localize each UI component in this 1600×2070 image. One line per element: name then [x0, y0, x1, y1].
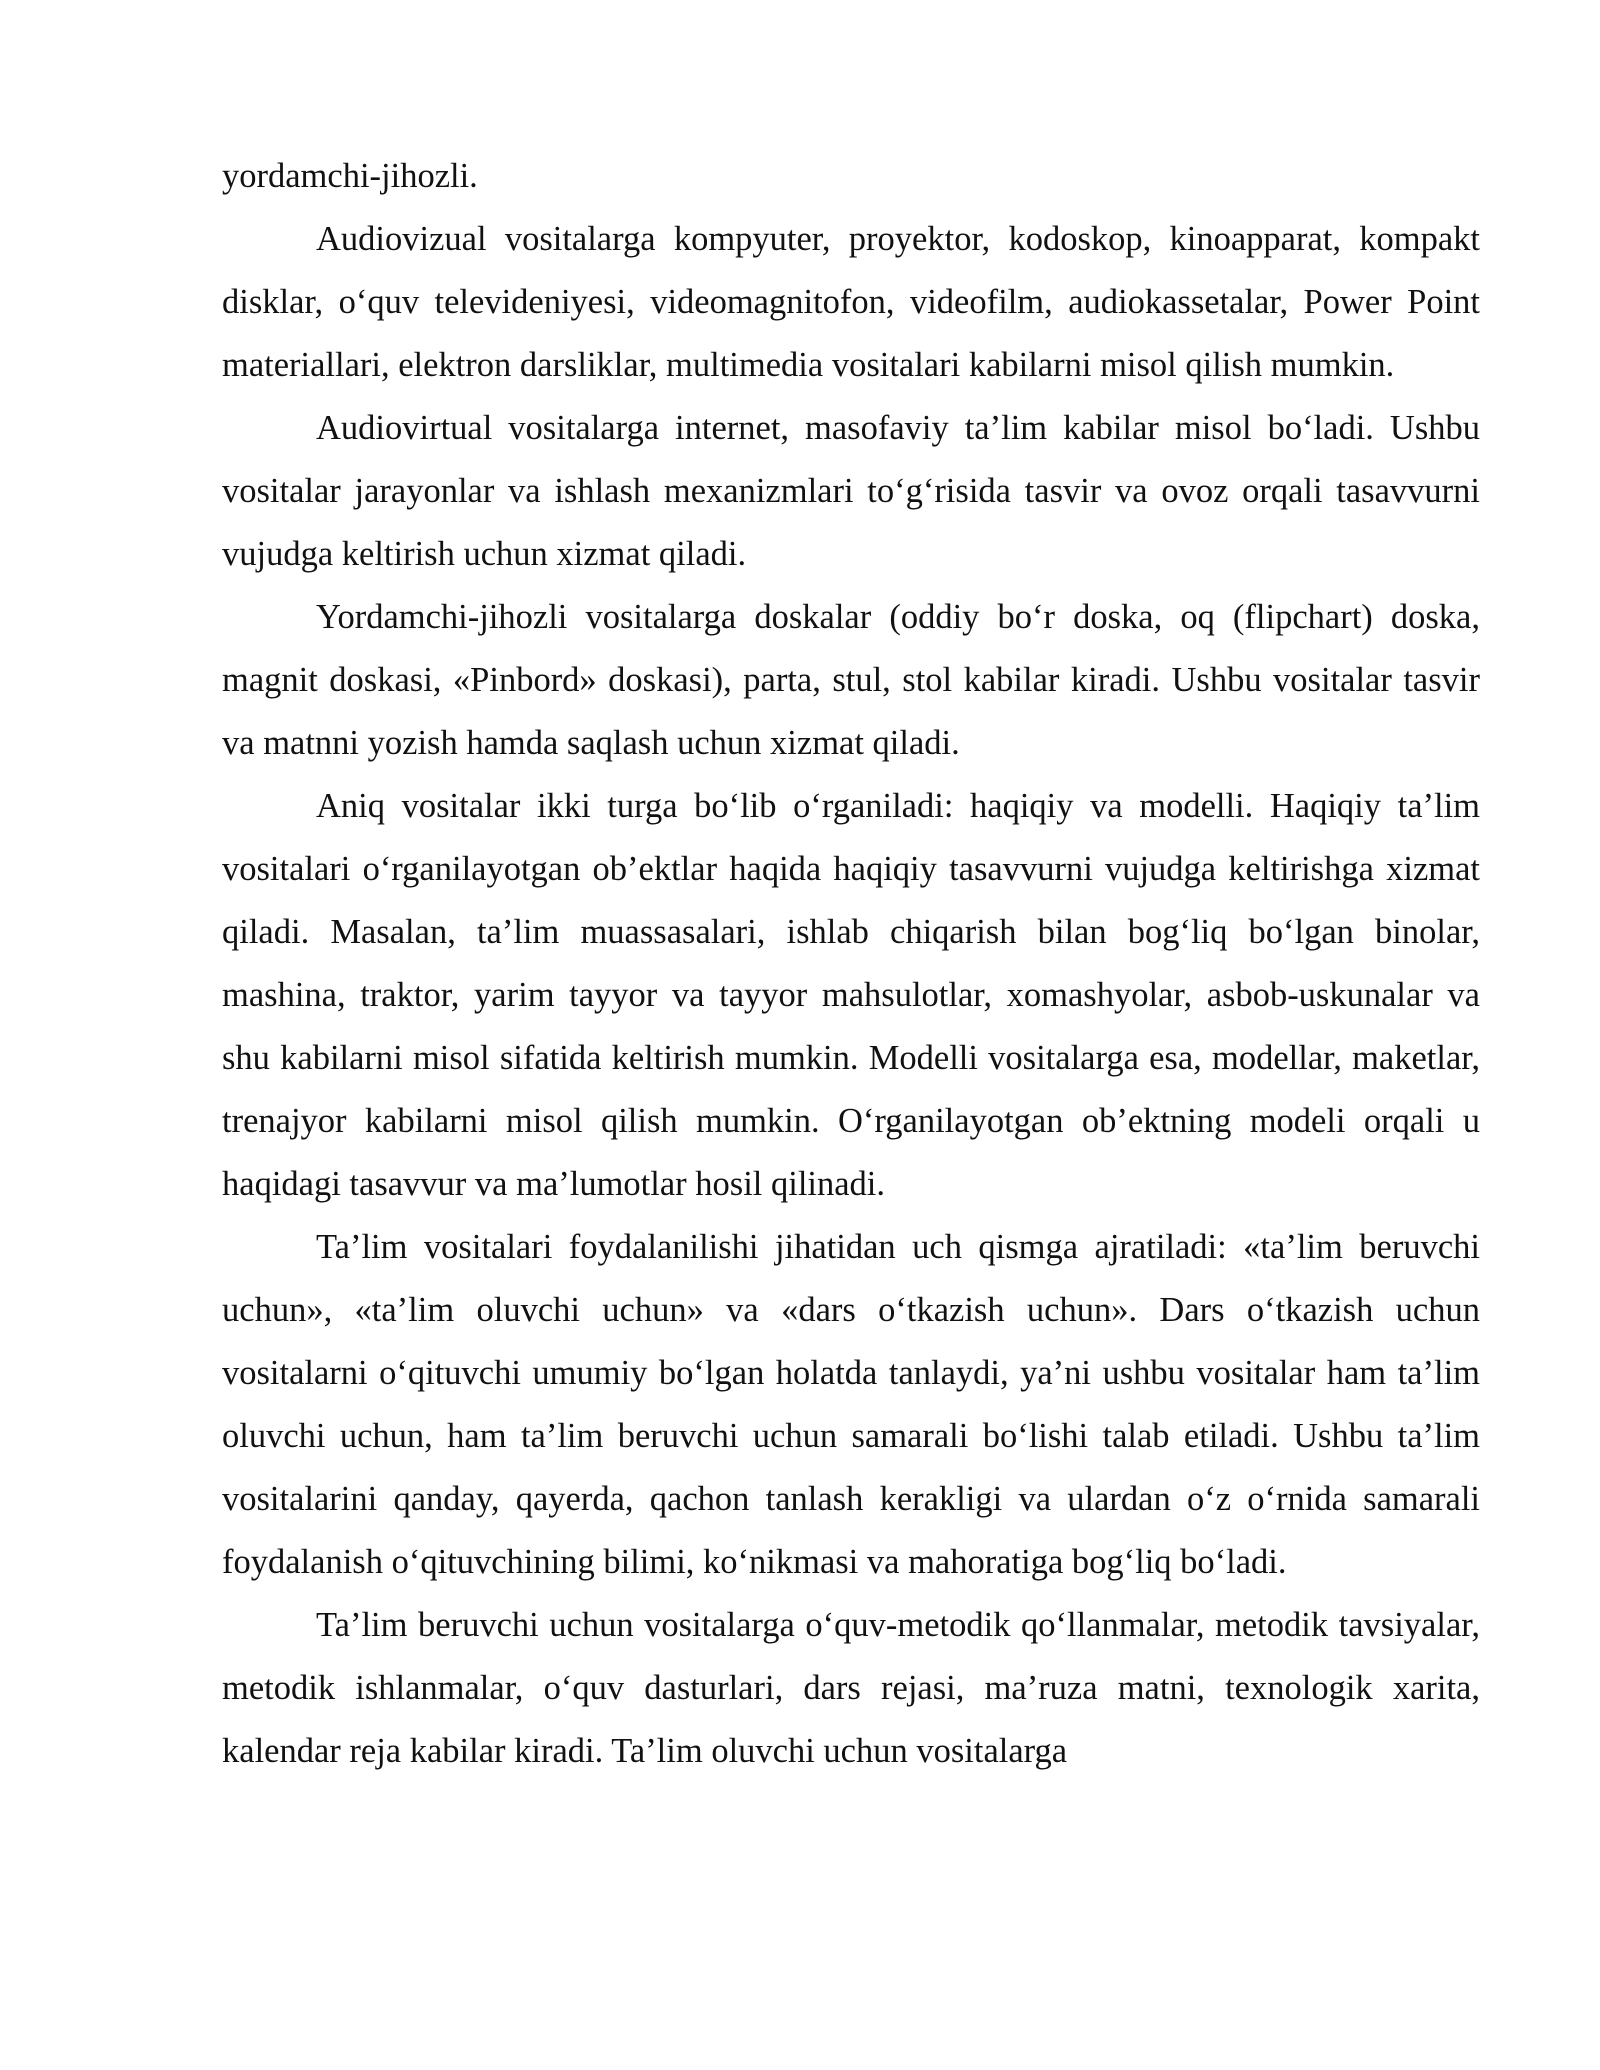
- paragraph-foydalanilishi: Ta’lim vositalari foydalanilishi jihatidan uch qismga ajratiladi: «ta’lim beruvchi uchun», «ta’lim oluvchi uchun» va «dars o‘tkazish uchun». Dars o‘tkazish uchun vositalarni o‘qituvchi umumiy bo‘lgan holatda tanlaydi, ya’ni ushbu vositalar ham ta’lim oluvchi uchun, ham ta’lim beruvchi uchun samarali bo‘lishi talab etiladi. Ushbu ta’lim vositalarini qanday, qayerda, qachon tanlash kerakligi va ulardan o‘z o‘rnida samarali foydalanish o‘qituvchining bilimi, ko‘nikmasi va mahoratiga bog‘liq bo‘ladi.: [222, 1228, 1480, 1581]
- paragraph-audiovizual: Audiovizual vositalarga kompyuter, proyektor, kodoskop, kinoapparat, kompakt disklar, o‘quv televideniyesi, videomagnitofon, videofilm, audiokassetalar, Power Point materiallari, elektron darsliklar, multimedia vositalari kabilarni misol qilish mumkin.: [222, 220, 1480, 384]
- paragraph-continuation: yordamchi-jihozli.: [222, 157, 478, 195]
- paragraph-talim-beruvchi: Ta’lim beruvchi uchun vositalarga o‘quv-metodik qo‘llanmalar, metodik tavsiyalar, metodik ishlanmalar, o‘quv dasturlari, dars rejasi, ma’ruza matni, texnologik xarita, kalendar reja kabilar kiradi. Ta’lim oluvchi uchun vositalarga: [222, 1606, 1480, 1770]
- paragraph-audiovirtual: Audiovirtual vositalarga internet, masofaviy ta’lim kabilar misol bo‘ladi. Ushbu vositalar jarayonlar va ishlash mexanizmlari to‘g‘risida tasvir va ovoz orqali tasavvurni vujudga keltirish uchun xizmat qiladi.: [222, 409, 1480, 573]
- paragraph-yordamchi-jihozli: Yordamchi-jihozli vositalarga doskalar (oddiy bo‘r doska, oq (flipchart) doska, magnit doskasi, «Pinbord» doskasi), parta, stul, stol kabilar kiradi. Ushbu vositalar tasvir va matnni yozish hamda saqlash uchun xizmat qiladi.: [222, 598, 1480, 762]
- document-page: [222, 145, 1480, 1783]
- paragraph-aniq-vositalar: Aniq vositalar ikki turga bo‘lib o‘rganiladi: haqiqiy va modelli. Haqiqiy ta’lim vositalari o‘rganilayotgan ob’ektlar haqida haqiqiy tasavvurni vujudga keltirishga xizmat qiladi. Masalan, ta’lim muassasalari, ishlab chiqarish bilan bog‘liq bo‘lgan binolar, mashina, traktor, yarim tayyor va tayyor mahsulotlar, xomashyolar, asbob-uskunalar va shu kabilarni misol sifatida keltirish mumkin. Modelli vositalarga esa, modellar, maketlar, trenajyor kabilarni misol qilish mumkin. O‘rganilayotgan ob’ektning modeli orqali u haqidagi tasavvur va ma’lumotlar hosil qilinadi.: [222, 787, 1480, 1203]
